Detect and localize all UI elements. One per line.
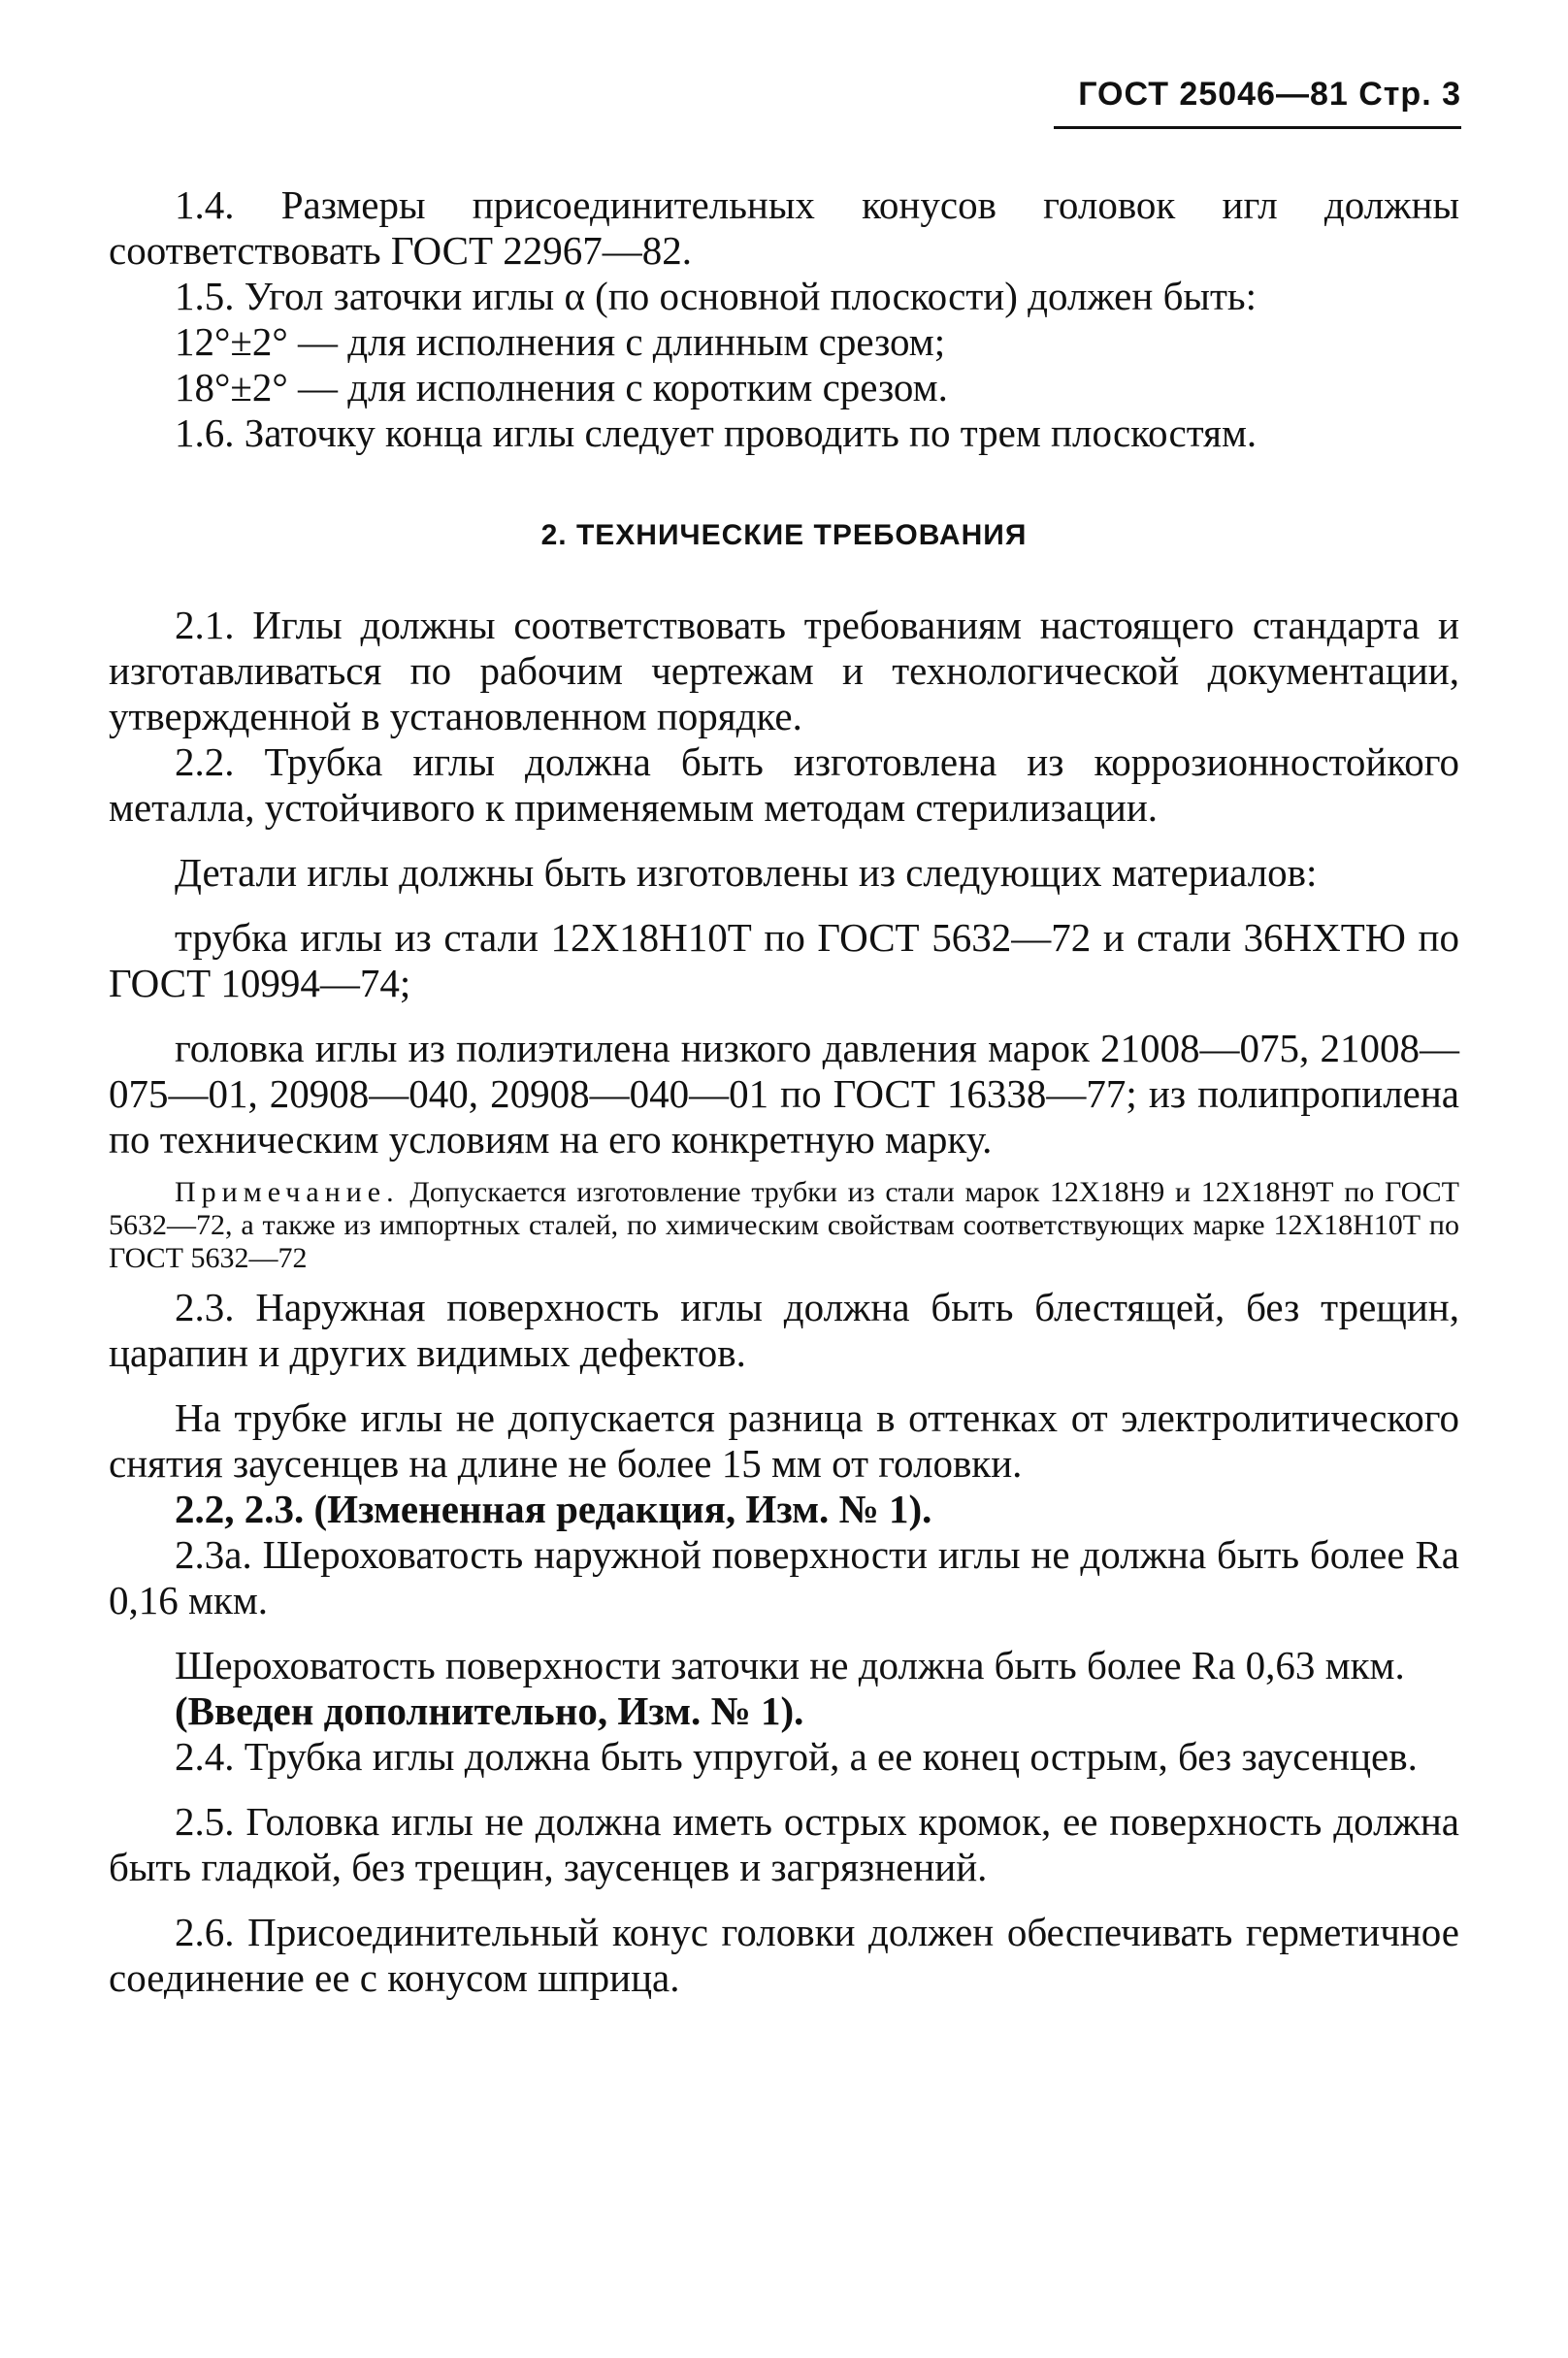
amendment-note-1: 2.2, 2.3. (Измененная редакция, Изм. № 1).: [175, 1487, 932, 1531]
clause-1-5-item-long: 12°±2° — для исполнения с длинным срезом;: [175, 319, 946, 364]
header-rule: [1054, 126, 1461, 129]
clause-2-5: 2.5. Головка иглы не должна иметь острых кромок, ее поверхность должна быть гладкой, без трещин, заусенцев и загрязнений.: [109, 1799, 1459, 1889]
page-header: ГОСТ 25046—81 Стр. 3: [1078, 76, 1461, 113]
clause-2-2-materials: Детали иглы должны быть изготовлены из следующих материалов:: [175, 850, 1318, 895]
clause-2-3a: 2.3а. Шероховатость наружной поверхности иглы не должна быть более Ra 0,16 мкм.: [109, 1532, 1459, 1622]
clause-1-5: 1.5. Угол заточки иглы α (по основной плоскости) должен быть:: [175, 274, 1257, 318]
clause-2-1: 2.1. Иглы должны соответствовать требованиям настоящего стандарта и изготавливаться по рабочим чертежам и технологической документации, утвержденной в установленном порядке.: [109, 603, 1459, 738]
clause-2-6: 2.6. Присоединительный конус головки должен обеспечивать герметичное соединение ее с конусом шприца.: [109, 1910, 1459, 2000]
clause-2-3: 2.3. Наружная поверхность иглы должна быть блестящей, без трещин, царапин и других видимых дефектов.: [109, 1285, 1459, 1375]
clause-2-3a-sharpening: Шероховатость поверхности заточки не должна быть более Ra 0,63 мкм.: [175, 1643, 1405, 1687]
clause-2-2-head-material: головка иглы из полиэтилена низкого давления марок 21008—075, 21008—075—01, 20908—040, 20908—040—01 по ГОСТ 16338—77; из полипропилена по техническим условиям на его конкретную марку.: [109, 1026, 1459, 1162]
clause-1-6: 1.6. Заточку конца иглы следует проводить по трем плоскостям.: [175, 410, 1258, 455]
note: [109, 1176, 1459, 1275]
clause-2-4: 2.4. Трубка иглы должна быть упругой, а ее конец острым, без заусенцев.: [175, 1734, 1418, 1779]
document-body: [109, 182, 1459, 2001]
clause-1-5-item-short: 18°±2° — для исполнения с коротким срезом.: [175, 365, 948, 409]
clause-2-2: 2.2. Трубка иглы должна быть изготовлена из коррозионностойкого металла, устойчивого к применяемым методам стерилизации.: [109, 739, 1459, 830]
note-label: Примечание.: [175, 1176, 400, 1208]
note-text: Допускается изготовление трубки из стали марок 12Х18Н9 и 12Х18Н9Т по ГОСТ 5632—72, а также из импортных сталей, по химическим свойствам соответствующих марке 12Х18Н10Т по ГОСТ 5632—72: [109, 1176, 1459, 1274]
clause-2-2-tube-material: трубка иглы из стали 12Х18Н10Т по ГОСТ 5632—72 и стали 36НХТЮ по ГОСТ 10994—74;: [109, 915, 1459, 1005]
clause-1-4: 1.4. Размеры присоединительных конусов головок игл должны соответствовать ГОСТ 22967—82.: [109, 182, 1459, 273]
amendment-note-2: (Введен дополнительно, Изм. № 1).: [175, 1688, 804, 1733]
section-2-title: 2. ТЕХНИЧЕСКИЕ ТРЕБОВАНИЯ: [540, 519, 1028, 551]
clause-2-3-shade: На трубке иглы не допускается разница в оттенках от электролитического снятия заусенцев на длине не более 15 мм от головки.: [109, 1395, 1459, 1486]
